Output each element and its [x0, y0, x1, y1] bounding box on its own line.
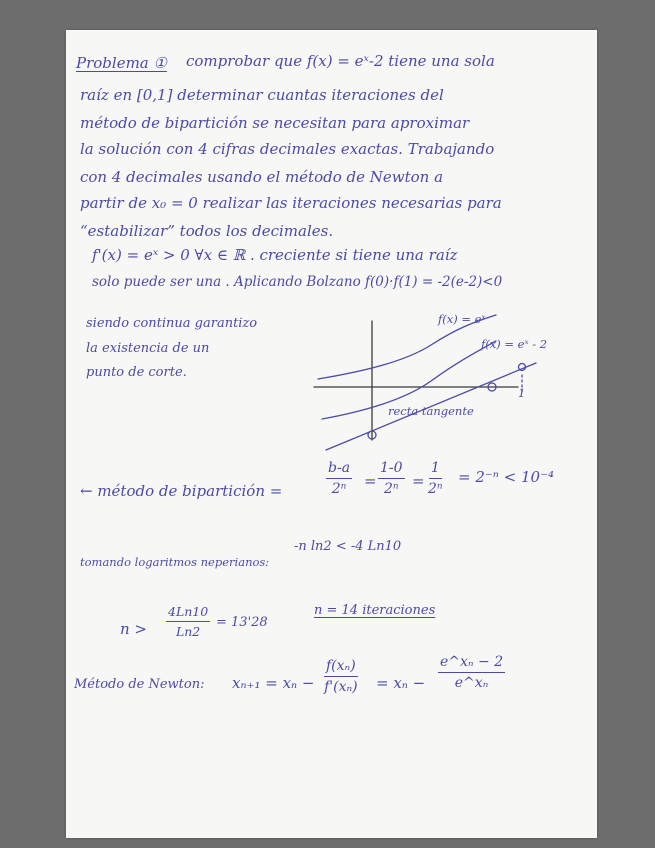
continuity-line-2: la existencia de un: [86, 341, 210, 356]
label-fx: f(x) = eˣ: [438, 312, 486, 326]
iterations-value: = 13'28: [216, 615, 268, 630]
notebook-page: [66, 30, 597, 838]
fraction-1: [428, 460, 443, 497]
problem-line-4: la solución con 4 cifras decimales exactas. Trabajando: [80, 140, 495, 158]
problem-label: Problema ①: [76, 54, 167, 72]
fraction-log: [166, 604, 210, 639]
fraction-newton-num: f(xₙ): [324, 658, 358, 677]
problem-line-6: partir de x₀ = 0 realizar las iteraciones necesarias para: [80, 194, 502, 212]
fraction-log-den: Ln2: [175, 624, 201, 639]
fraction-exp-num: e^xₙ − 2: [438, 654, 505, 673]
problem-line-5: con 4 decimales usando el método de Newton a: [80, 168, 444, 186]
function-sketch: [296, 312, 566, 445]
bisection-lead: ← método de bipartición =: [80, 482, 283, 500]
continuity-line-3: punto de corte.: [86, 365, 187, 380]
newton-lhs: xₙ₊₁ = xₙ −: [232, 674, 315, 692]
fraction-1-0-den: 2ⁿ: [383, 481, 399, 497]
fraction-1-0-num: 1-0: [378, 460, 405, 479]
fraction-1-den: 2ⁿ: [428, 481, 443, 497]
iterations-prefix: n >: [120, 620, 147, 638]
eq-sign-2: =: [412, 472, 425, 490]
derivative-line-1: f'(x) = eˣ > 0 ∀x ∈ ℝ . creciente si tiene una raíz: [92, 246, 458, 264]
fraction-log-num: 4Ln10: [166, 604, 210, 622]
logs-lead: tomando logaritmos neperianos:: [80, 555, 270, 569]
fraction-newton: [324, 658, 358, 695]
newton-mid: = xₙ −: [376, 674, 426, 692]
problem-line-7: “estabilizar” todos los decimales.: [80, 222, 334, 240]
bisection-tail: = 2⁻ⁿ < 10⁻⁴: [458, 468, 554, 486]
label-tangent: recta tangente: [388, 404, 474, 418]
fraction-exp: [438, 654, 505, 691]
iterations-result: n = 14 iteraciones: [314, 603, 436, 618]
eq-sign-1: =: [364, 472, 377, 490]
derivative-line-2: solo puede ser una . Aplicando Bolzano f(0)·f(1) = -2(e-2)<0: [92, 274, 503, 290]
fraction-b-a: [326, 460, 352, 497]
problem-line-3: método de bipartición se necesitan para aproximar: [80, 114, 470, 132]
fraction-newton-den: f'(xₙ): [324, 679, 358, 695]
label-gx: f(x) = eˣ - 2: [481, 337, 548, 351]
tick-one-label: 1: [518, 386, 526, 400]
fraction-1-0: [378, 460, 405, 497]
fraction-1-num: 1: [429, 460, 442, 479]
logs-expression: -n ln2 < -4 Ln10: [294, 539, 402, 554]
fraction-b-a-den: 2ⁿ: [331, 481, 347, 497]
problem-line-1: comprobar que f(x) = eˣ-2 tiene una sola: [186, 52, 495, 70]
problem-line-2: raíz en [0,1] determinar cuantas iteraciones del: [80, 86, 444, 104]
newton-lead: Método de Newton:: [74, 677, 205, 692]
fraction-b-a-num: b-a: [326, 460, 352, 479]
fraction-exp-den: e^xₙ: [454, 675, 489, 691]
continuity-line-1: siendo continua garantizo: [86, 316, 258, 331]
